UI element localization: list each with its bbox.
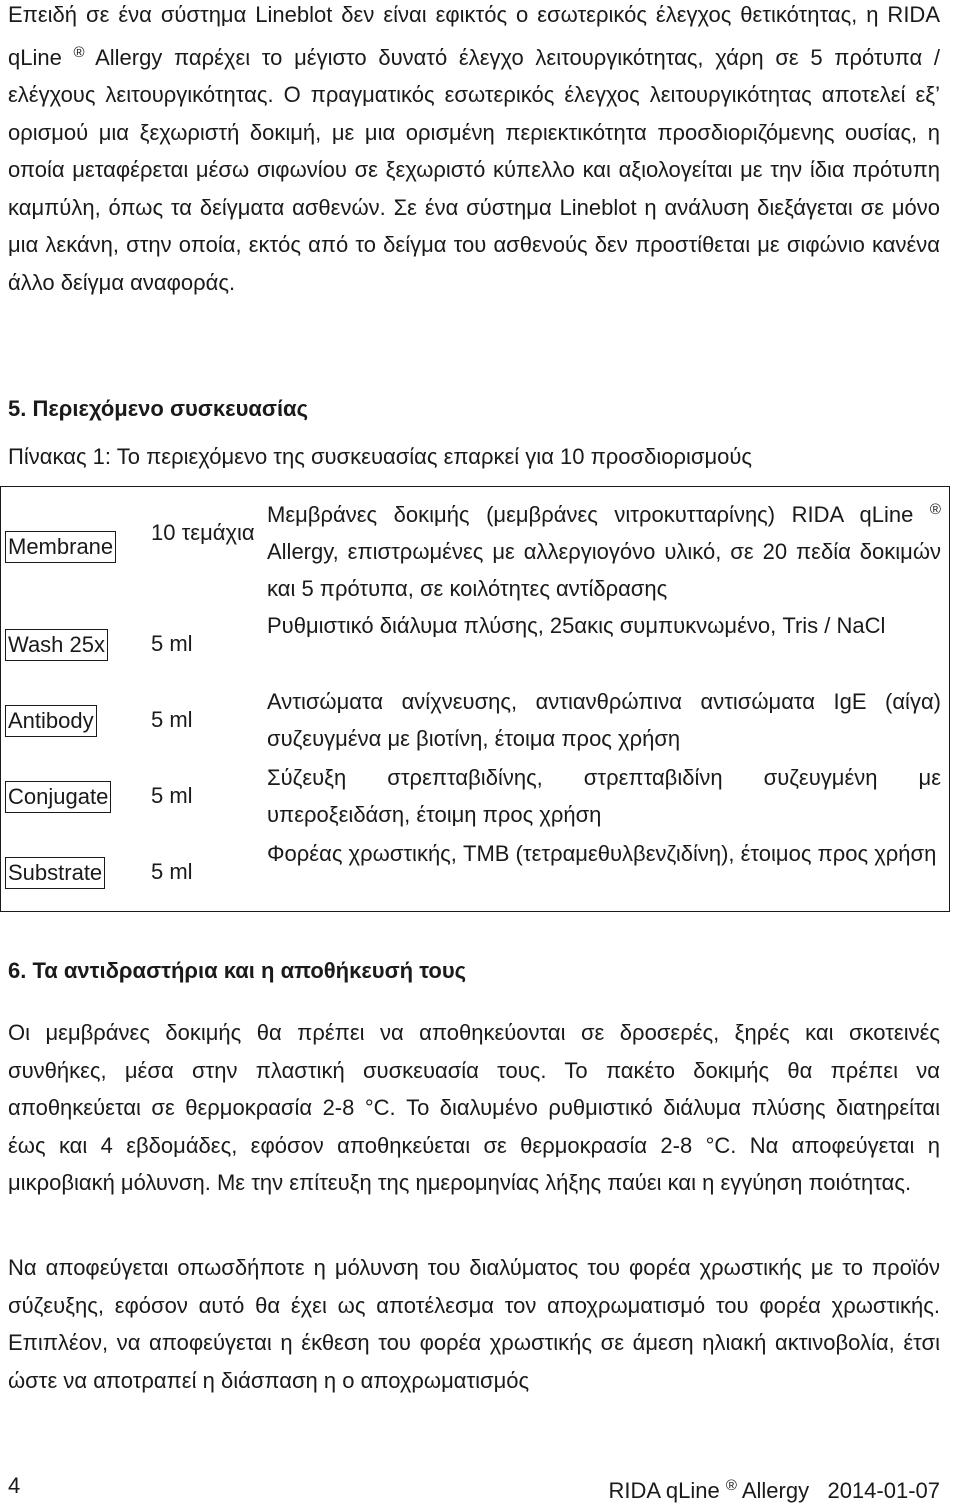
table-row <box>1 835 950 911</box>
component-description: Ρυθμιστικό διάλυμα πλύσης, 25ακις συμπυκνωμένο, Tris / NaCl <box>267 613 886 638</box>
component-description: Φορέας χρωστικής, TMB (τετραμεθυλβενζιδίνη), έτοιμος προς χρήση <box>267 841 937 866</box>
section-5-heading: 5. Περιεχόμενο συσκευασίας <box>8 396 309 421</box>
registered-mark-icon: ® <box>725 1477 737 1494</box>
table-row <box>1 487 950 608</box>
component-quantity: 5 ml <box>151 707 193 732</box>
page-number: 4 <box>8 1473 21 1498</box>
footer-product-date: RIDA qLine ® Allergy 2014-01-07 <box>608 1477 940 1503</box>
storage-paragraph-2: Να αποφεύγεται οπωσδήποτε η μόλυνση του διαλύματος του φορέα χρωστικής με το προϊόν σύζευξης, εφόσον αυτό θα έχει ως αποτέλεσμα τον αποχρωματισμό του φορέα χρωστικής. Επιπλέον, να αποφεύγεται η έκθεση του φορέα χρωστικής σε άμεση ηλιακή ακτινοβολία, έτσι ώστε να αποτραπεί η διάσπαση η ο αποχρωματισμός <box>8 1255 940 1393</box>
component-name: Conjugate <box>5 781 111 813</box>
component-description: Σύζευξη στρεπταβιδίνης, στρεπταβιδίνη συζευγμένη με υπεροξειδάση, έτοιμη προς χρήση <box>267 765 941 827</box>
footer-date: 2014-01-07 <box>827 1478 940 1503</box>
registered-mark-icon: ® <box>929 501 941 518</box>
component-description: Αντισώματα ανίχνευσης, αντιανθρώπινα αντισώματα IgE (αίγα) συζευγμένα με βιοτίνη, έτοιμα προς χρήση <box>267 689 941 751</box>
component-name: Membrane <box>5 531 116 563</box>
storage-paragraph-1: Οι μεμβράνες δοκιμής θα πρέπει να αποθηκεύονται σε δροσερές, ξηρές και σκοτεινές συνθήκες, μέσα στην πλαστική συσκευασία τους. Το πακέτο δοκιμής θα πρέπει να αποθηκεύεται σε θερμοκρασία 2-8 °C. Το διαλυμένο ρυθμιστικό διάλυμα πλύσης διατηρείται έως και 4 εβδομάδες, εφόσον αποθηκεύεται σε θερμοκρασία 2-8 °C. Να αποφεύγεται η μικροβιακή μόλυνση. Με την επίτευξη της ημερομηνίας λήξης παύει και η εγγύηση ποιότητας. <box>8 1020 940 1195</box>
intro-text-part-1: Επειδή σε ένα σύστημα Lineblot δεν είναι εφικτός ο εσωτερικός έλεγχος θετικότητας, η RIDA qLine <box>8 2 940 70</box>
component-name: Substrate <box>5 857 105 889</box>
kit-contents-table <box>0 486 950 912</box>
component-description: Μεμβράνες δοκιμής (μεμβράνες νιτροκυτταρίνης) RIDA qLine ® Allergy, επιστρωμένες με αλλεργιογόνο υλικό, σε 20 πεδία δοκιμών και 5 πρότυπα, σε κοιλότητες αντίδρασης <box>267 501 941 601</box>
section-6-heading: 6. Τα αντιδραστήρια και η αποθήκευσή τους <box>8 958 467 983</box>
table-row <box>1 607 950 683</box>
component-quantity: 10 τεμάχια <box>151 520 255 545</box>
table-row <box>1 759 950 835</box>
table-row <box>1 683 950 759</box>
component-name: Antibody <box>5 705 97 737</box>
intro-paragraph <box>8 0 940 301</box>
component-quantity: 5 ml <box>151 631 193 656</box>
component-quantity: 5 ml <box>151 783 193 808</box>
table-caption: Πίνακας 1: Το περιεχόμενο της συσκευασίας επαρκεί για 10 προσδιορισμούς <box>8 444 753 469</box>
component-quantity: 5 ml <box>151 859 193 884</box>
intro-text-part-2: Allergy παρέχει το μέγιστο δυνατό έλεγχο λειτουργικότητας, χάρη σε 5 πρότυπα / ελέγχους λειτουργικότητας. Ο πραγματικός εσωτερικός έλεγχος λειτουργικότητας αποτελεί εξ’ ορισμού μια ξεχωριστή δοκιμή, με μια ορισμένη περιεκτικότητα προσδιοριζόμενης ουσίας, η οποία μεταφέρεται μέσω σιφωνίου σε ξεχωριστό κύπελλο και αξιολογείται με την ίδια πρότυπη καμπύλη, όπως τα δείγματα ασθενών. Σε ένα σύστημα Lineblot η ανάλυση διεξάγεται σε μόνο μια λεκάνη, στην οποία, εκτός από το δείγμα του ασθενούς δεν προστίθεται με σιφώνιο κανένα άλλο δείγμα αναφοράς. <box>8 44 940 295</box>
component-name: Wash 25x <box>5 629 108 661</box>
registered-mark-icon: ® <box>73 43 85 61</box>
